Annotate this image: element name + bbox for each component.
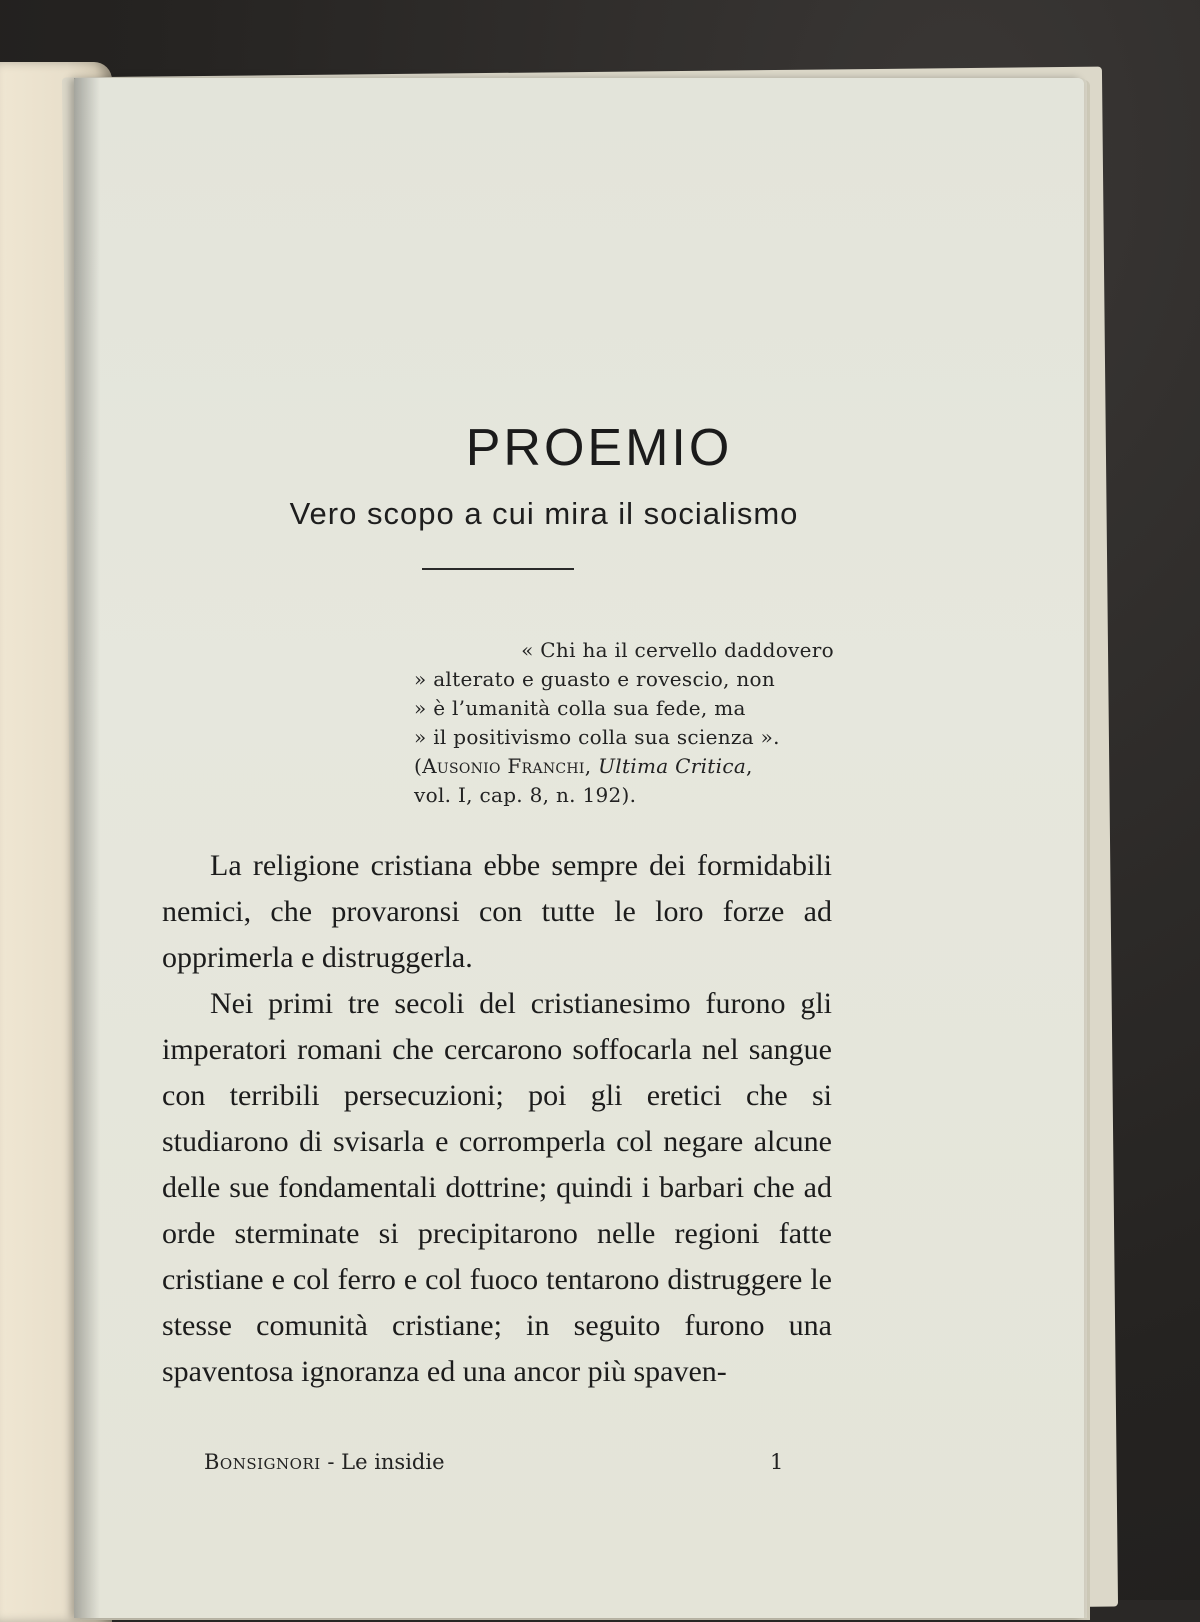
book-page [74, 78, 1084, 1618]
epigraph-line: » alterato e guasto e rovescio, non [414, 667, 776, 691]
page-number: 1 [770, 1450, 784, 1474]
paragraph: La religione cristiana ebbe sempre dei formidabili nemici, che provaronsi con tutte le loro forze ad opprimerla e distruggerla. [162, 849, 832, 974]
citation-comma: , [746, 754, 753, 778]
page-title: PROEMIO [465, 419, 733, 477]
footer-separator: - [320, 1450, 342, 1474]
title-divider [422, 568, 574, 570]
citation-paren: ( [414, 754, 423, 778]
page-footer [204, 1450, 804, 1486]
citation-author: Ausonio Franchi [422, 754, 585, 778]
citation-separator: , [584, 754, 599, 778]
page-subtitle: Vero scopo a cui mira il socialismo [289, 496, 799, 531]
paragraph: Nei primi tre secoli del cristianesimo furono gli imperatori romani che cercarono soffocarla nel sangue con terribili persecuzioni; poi gli eretici che si studiarono di svisarla e corromperla col negare alcune delle sue fondamentali dottrine; quindi i barbari che ad orde sterminate si precipitarono nelle regioni fatte cristiane e col ferro e col fuoco tentarono distruggere le stesse comunità cristiane; in seguito furono una spaventosa ignoranza ed una ancor più spaven- [162, 987, 832, 1388]
footer-author: Bonsignori [204, 1450, 321, 1474]
epigraph-line: » il positivismo colla sua scienza ». [414, 725, 780, 749]
epigraph-line: « Chi ha il cervello daddovero [521, 638, 834, 662]
body-text [162, 843, 832, 1395]
citation-work: Ultima Critica [598, 754, 747, 778]
epigraph [414, 636, 834, 810]
footer-short-title: Le insidie [341, 1450, 445, 1474]
page-gutter-shadow [74, 78, 100, 1618]
epigraph-citation [414, 752, 834, 781]
epigraph-reference: vol. I, cap. 8, n. 192). [414, 783, 637, 807]
epigraph-line: » è l’umanità colla sua fede, ma [414, 696, 746, 720]
